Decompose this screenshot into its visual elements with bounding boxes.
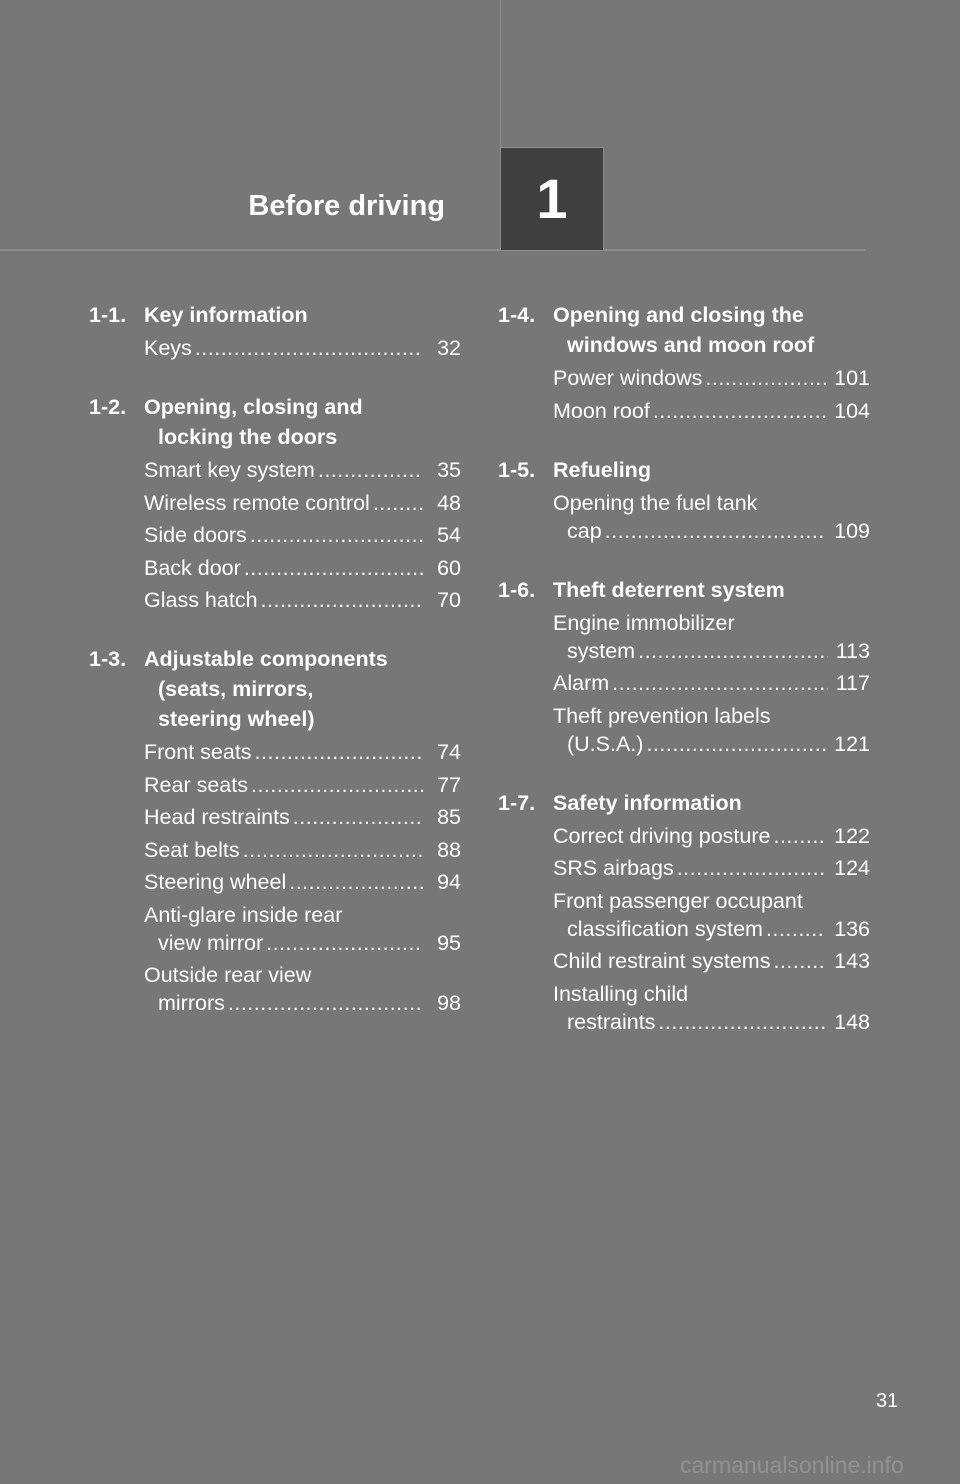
toc-entry[interactable] (144, 803, 461, 831)
entry-page: 48 (437, 490, 461, 515)
entry-page: 136 (834, 916, 870, 941)
entry-page: 117 (835, 671, 870, 695)
entry-page: 95 (437, 930, 461, 955)
entry-row (553, 854, 870, 882)
toc-section (89, 644, 461, 1017)
toc-entry[interactable] (144, 771, 461, 799)
chapter-number-tab (500, 147, 604, 250)
toc-entry[interactable] (144, 521, 461, 549)
entry-title: Rear seats (144, 772, 248, 797)
entry-title: (U.S.A.) (567, 731, 644, 756)
dot-leader (773, 947, 826, 975)
toc-entry[interactable] (553, 489, 870, 545)
entry-page: 113 (835, 638, 870, 663)
entry-page: 32 (437, 336, 461, 360)
entry-row (553, 730, 870, 758)
entry-title: Smart key system (144, 458, 315, 482)
section-title-line: Safety information (553, 790, 742, 815)
entry-row (553, 822, 870, 850)
toc-entry[interactable] (144, 554, 461, 582)
entry-page: 143 (834, 949, 870, 973)
entry-row (144, 738, 461, 766)
toc-entry[interactable] (144, 456, 461, 484)
dot-leader (653, 397, 826, 425)
entry-row (553, 1008, 870, 1036)
entry-page: 77 (437, 772, 461, 797)
section-heading[interactable] (498, 575, 870, 605)
entry-page: 124 (834, 856, 870, 880)
toc-section (89, 300, 461, 362)
toc-entry[interactable] (553, 980, 870, 1036)
entry-row (144, 489, 461, 517)
toc-entry[interactable] (553, 702, 870, 758)
toc-column-right (498, 300, 870, 1066)
section-entries (498, 822, 870, 1036)
chapter-number: 1 (536, 167, 568, 230)
section-number: 1-6. (498, 577, 536, 602)
entry-title: Steering wheel (144, 870, 287, 894)
entry-title: Front seats (144, 740, 252, 764)
section-title (553, 455, 870, 485)
dot-leader (255, 738, 423, 766)
dot-leader (261, 586, 423, 614)
entry-page: 104 (834, 398, 870, 423)
entry-page: 88 (437, 837, 461, 862)
entry-title-line: Front passenger occupant (553, 888, 803, 913)
section-title-line: Key information (144, 303, 308, 327)
section-title-line: Adjustable components (144, 647, 388, 671)
toc-section (498, 575, 870, 758)
entry-title-line: Opening the fuel tank (553, 490, 758, 515)
entry-title: view mirror (158, 930, 264, 955)
section-title-line: locking the doors (158, 425, 338, 449)
toc-entry[interactable] (553, 364, 870, 392)
entry-row (144, 989, 461, 1017)
entry-title: Glass hatch (144, 588, 258, 612)
dot-leader (766, 915, 826, 943)
section-heading[interactable] (89, 300, 461, 330)
entry-title: Wireless remote control (144, 490, 370, 515)
toc-entry[interactable] (144, 836, 461, 864)
toc-entry[interactable] (553, 669, 870, 697)
entry-title: Child restraint systems (553, 949, 771, 973)
toc-entry[interactable] (553, 822, 870, 850)
section-title-line: Opening, closing and (144, 395, 363, 419)
toc-entry[interactable] (553, 854, 870, 882)
toc-entry[interactable] (144, 334, 461, 362)
section-entries (498, 609, 870, 758)
entry-title-line: Outside rear view (144, 963, 312, 987)
dot-leader (705, 364, 826, 392)
dot-leader (228, 989, 423, 1017)
entry-page: 98 (437, 991, 461, 1015)
section-title-line: steering wheel) (158, 707, 315, 731)
dot-leader (373, 489, 423, 517)
toc-section (498, 788, 870, 1036)
toc-entry[interactable] (144, 738, 461, 766)
entry-page: 148 (834, 1009, 870, 1034)
section-number: 1-4. (498, 303, 536, 327)
section-title-line: Theft deterrent system (553, 577, 785, 602)
dot-leader (605, 517, 826, 545)
toc-section (498, 300, 870, 425)
entry-row (553, 947, 870, 975)
entry-row (553, 915, 870, 943)
entry-row (553, 517, 870, 545)
watermark: carmanualsonline.info (680, 1452, 904, 1478)
dot-leader (773, 822, 826, 850)
dot-leader (251, 771, 423, 799)
entry-title: Correct driving posture (553, 823, 771, 848)
entry-page: 85 (437, 805, 461, 829)
entry-page: 122 (834, 823, 870, 848)
toc-column-left (89, 300, 461, 1047)
dot-leader (289, 868, 423, 896)
entry-page: 54 (437, 523, 461, 547)
entry-page: 70 (437, 588, 461, 612)
entry-page: 35 (437, 458, 461, 482)
entry-title: restraints (567, 1009, 656, 1034)
dot-leader (318, 456, 423, 484)
section-number: 1-2. (89, 395, 127, 419)
entry-page: 94 (437, 870, 461, 894)
section-entries (89, 738, 461, 1017)
entry-row (553, 637, 870, 665)
dot-leader (646, 730, 826, 758)
section-entries (89, 334, 461, 362)
section-entries (89, 456, 461, 614)
entry-row (144, 521, 461, 549)
section-title-line: Refueling (553, 457, 651, 482)
dot-leader (243, 836, 423, 864)
entry-row (553, 364, 870, 392)
entry-row (553, 669, 870, 697)
section-number: 1-1. (89, 303, 127, 327)
section-entries (498, 489, 870, 545)
section-title (144, 300, 461, 330)
toc-entry[interactable] (144, 489, 461, 517)
entry-page: 121 (834, 731, 870, 756)
entry-title: Side doors (144, 523, 247, 547)
entry-title: Seat belts (144, 837, 240, 862)
entry-title: Head restraints (144, 805, 290, 829)
dot-leader (638, 637, 828, 665)
section-title (553, 300, 870, 360)
header-horizontal-rule (0, 249, 865, 251)
chapter-title: Before driving (248, 190, 445, 222)
dot-leader (195, 334, 423, 362)
entry-row (144, 456, 461, 484)
entry-title-line: Theft prevention labels (553, 703, 771, 728)
entry-title-line: Anti-glare inside rear (144, 902, 343, 927)
entry-page: 60 (437, 555, 461, 580)
toc-entry[interactable] (144, 868, 461, 896)
entry-title-line: Engine immobilizer (553, 610, 735, 635)
toc-section (498, 455, 870, 545)
dot-leader (293, 803, 423, 831)
dot-leader (266, 929, 423, 957)
entry-title: Power windows (553, 366, 703, 390)
toc-entry[interactable] (144, 961, 461, 1017)
dot-leader (658, 1008, 826, 1036)
section-title (553, 788, 870, 818)
entry-page: 101 (834, 366, 870, 390)
section-number: 1-3. (89, 647, 127, 671)
entry-row (144, 771, 461, 799)
toc-entry[interactable] (144, 586, 461, 614)
toc-entry[interactable] (553, 397, 870, 425)
section-number: 1-5. (498, 457, 536, 482)
entry-title: classification system (567, 916, 763, 941)
section-entries (498, 364, 870, 425)
entry-row (144, 929, 461, 957)
entry-title: mirrors (158, 991, 225, 1015)
section-title (144, 392, 461, 452)
entry-title: Moon roof (553, 398, 650, 423)
toc-entry[interactable] (144, 901, 461, 957)
toc-section (89, 392, 461, 614)
entry-title: Keys (144, 336, 192, 360)
entry-title-line: Installing child (553, 981, 689, 1006)
toc-entry[interactable] (553, 609, 870, 665)
section-title-line: windows and moon roof (567, 333, 815, 357)
entry-title: system (567, 638, 636, 663)
entry-page: 74 (437, 740, 461, 764)
dot-leader (677, 854, 826, 882)
entry-row (553, 397, 870, 425)
dot-leader (244, 554, 423, 582)
entry-title: Back door (144, 555, 241, 580)
entry-title: Alarm (553, 671, 610, 695)
section-heading[interactable] (498, 455, 870, 485)
entry-title: cap (567, 518, 602, 543)
section-heading[interactable] (89, 644, 461, 734)
entry-row (144, 868, 461, 896)
dot-leader (612, 669, 828, 697)
dot-leader (250, 521, 423, 549)
entry-row (144, 554, 461, 582)
toc-entry[interactable] (553, 947, 870, 975)
section-title-line: Opening and closing the (553, 303, 804, 327)
toc-entry[interactable] (553, 887, 870, 943)
entry-row (144, 586, 461, 614)
page-number: 31 (876, 1390, 899, 1412)
section-number: 1-7. (498, 790, 536, 815)
entry-row (144, 836, 461, 864)
entry-title: SRS airbags (553, 856, 674, 880)
section-heading[interactable] (498, 300, 870, 360)
section-title (553, 575, 870, 605)
section-heading[interactable] (498, 788, 870, 818)
entry-page: 109 (834, 518, 870, 543)
section-title-line: (seats, mirrors, (158, 677, 314, 701)
section-heading[interactable] (89, 392, 461, 452)
entry-row (144, 334, 461, 362)
section-title (144, 644, 461, 734)
entry-row (144, 803, 461, 831)
